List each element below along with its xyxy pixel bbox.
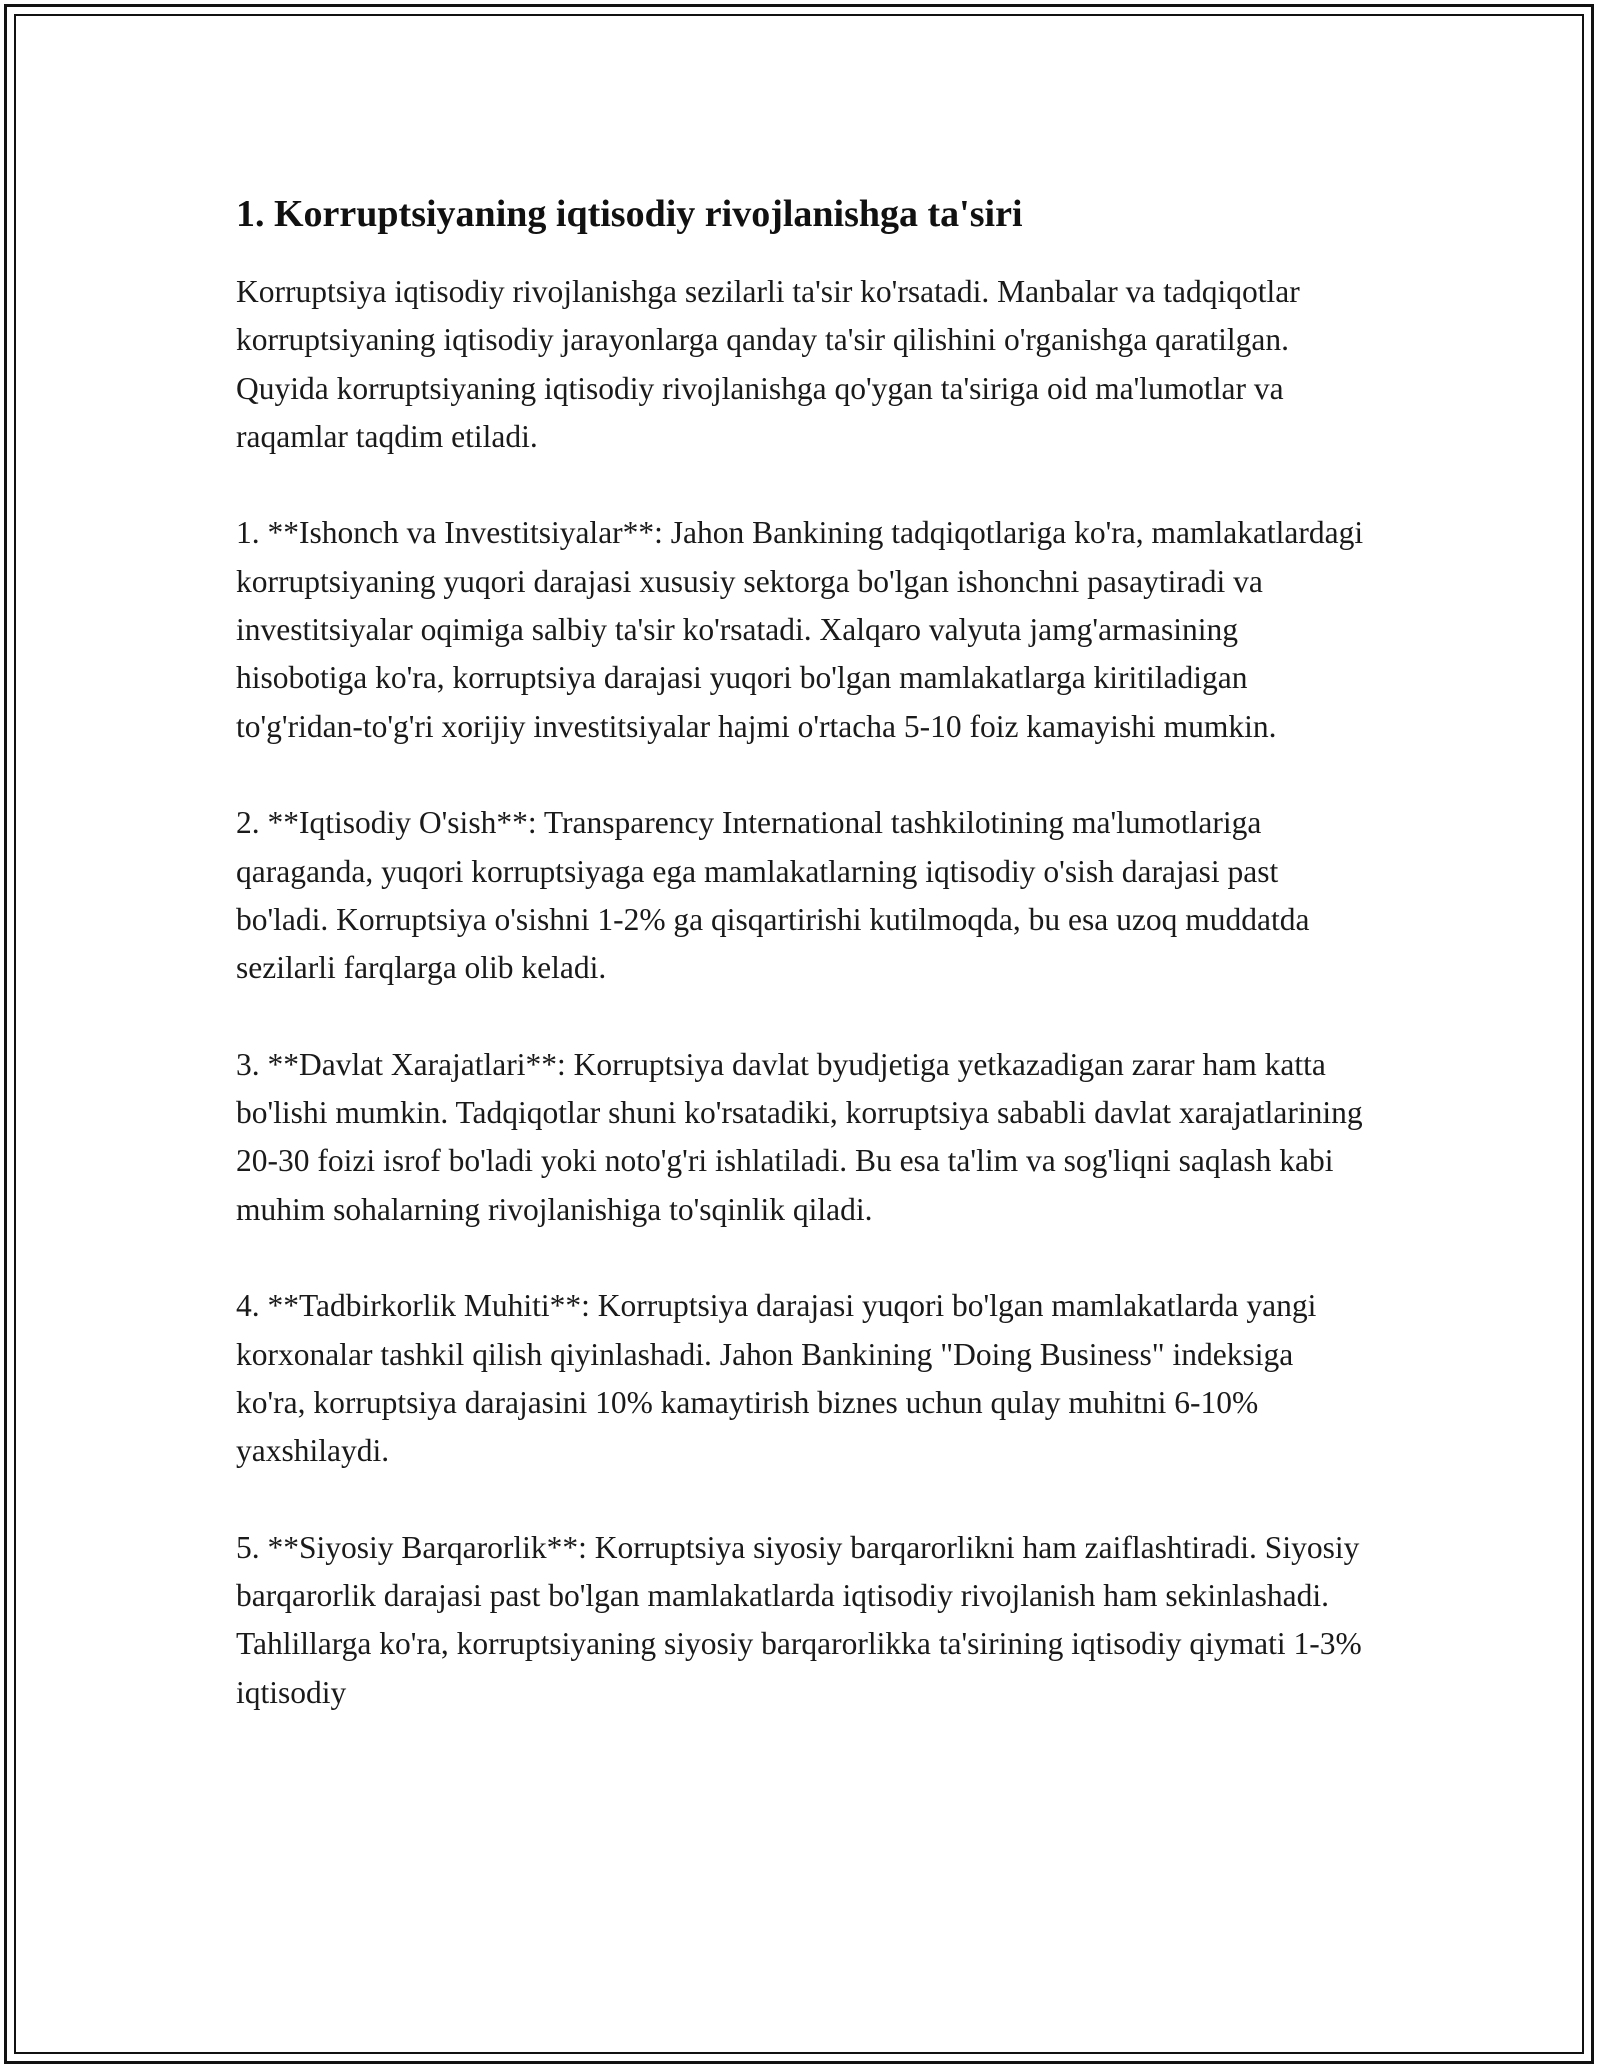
document-body bbox=[236, 190, 1366, 1765]
list-item-political-stability: 5. **Siyosiy Barqarorlik**: Korruptsiya siyosiy barqarorlikni ham zaiflashtiradi. Siyosiy barqarorlik darajasi past bo'lgan mamlakatlarda iqtisodiy rivojlanish ham sekinlashadi. Tahlillarga ko'ra, korruptsiyaning siyosiy barqarorlikka ta'sirining iqtisodiy qiymati 1-3% iqtisodiy bbox=[236, 1529, 1362, 1710]
list-item-investments: 1. **Ishonch va Investitsiyalar**: Jahon Bankining tadqiqotlariga ko'ra, mamlakatlardagi korruptsiyaning yuqori darajasi xususiy sektorga bo'lgan ishonchni pasaytiradi va investitsiyalar oqimiga salbiy ta'sir ko'rsatadi. Xalqaro valyuta jamg'armasining hisobotiga ko'ra, korruptsiya darajasi yuqori bo'lgan mamlakatlarga kiritiladigan to'g'ridan-to'g'ri xorijiy investitsiyalar hajmi o'rtacha 5-10 foiz kamayishi mumkin. bbox=[236, 515, 1364, 744]
list-item-business-environment: 4. **Tadbirkorlik Muhiti**: Korruptsiya darajasi yuqori bo'lgan mamlakatlarda yangi korxonalar tashkil qilish qiyinlashadi. Jahon Bankining "Doing Business" indeksiga ko'ra, korruptsiya darajasini 10% kamaytirish biznes uchun qulay muhitni 6-10% yaxshilaydi. bbox=[236, 1288, 1317, 1469]
intro-paragraph: Korruptsiya iqtisodiy rivojlanishga sezilarli ta'sir ko'rsatadi. Manbalar va tadqiqotlar korruptsiyaning iqtisodiy jarayonlarga qanday ta'sir qilishini o'rganishga qaratilgan. Quyida korruptsiyaning iqtisodiy rivojlanishga qo'ygan ta'siriga oid ma'lumotlar va raqamlar taqdim etiladi. bbox=[236, 274, 1300, 454]
list-item-economic-growth: 2. **Iqtisodiy O'sish**: Transparency International tashkilotining ma'lumotlariga qaraganda, yuqori korruptsiyaga ega mamlakatlarning iqtisodiy o'sish darajasi past bo'ladi. Korruptsiya o'sishni 1-2% ga qisqartirishi kutilmoqda, bu esa uzoq muddatda sezilarli farqlarga olib keladi. bbox=[236, 805, 1310, 986]
list-item-state-expenses: 3. **Davlat Xarajatlari**: Korruptsiya davlat byudjetiga yetkazadigan zarar ham katta bo'lishi mumkin. Tadqiqotlar shuni ko'rsatadiki, korruptsiya sababli davlat xarajatlarining 20-30 foizi isrof bo'ladi yoki noto'g'ri ishlatiladi. Bu esa ta'lim va sog'liqni saqlash kabi muhim sohalarning rivojlanishiga to'sqinlik qiladi. bbox=[236, 1046, 1363, 1227]
section-heading: 1. Korruptsiyaning iqtisodiy rivojlanishga ta'siri bbox=[236, 193, 1023, 235]
